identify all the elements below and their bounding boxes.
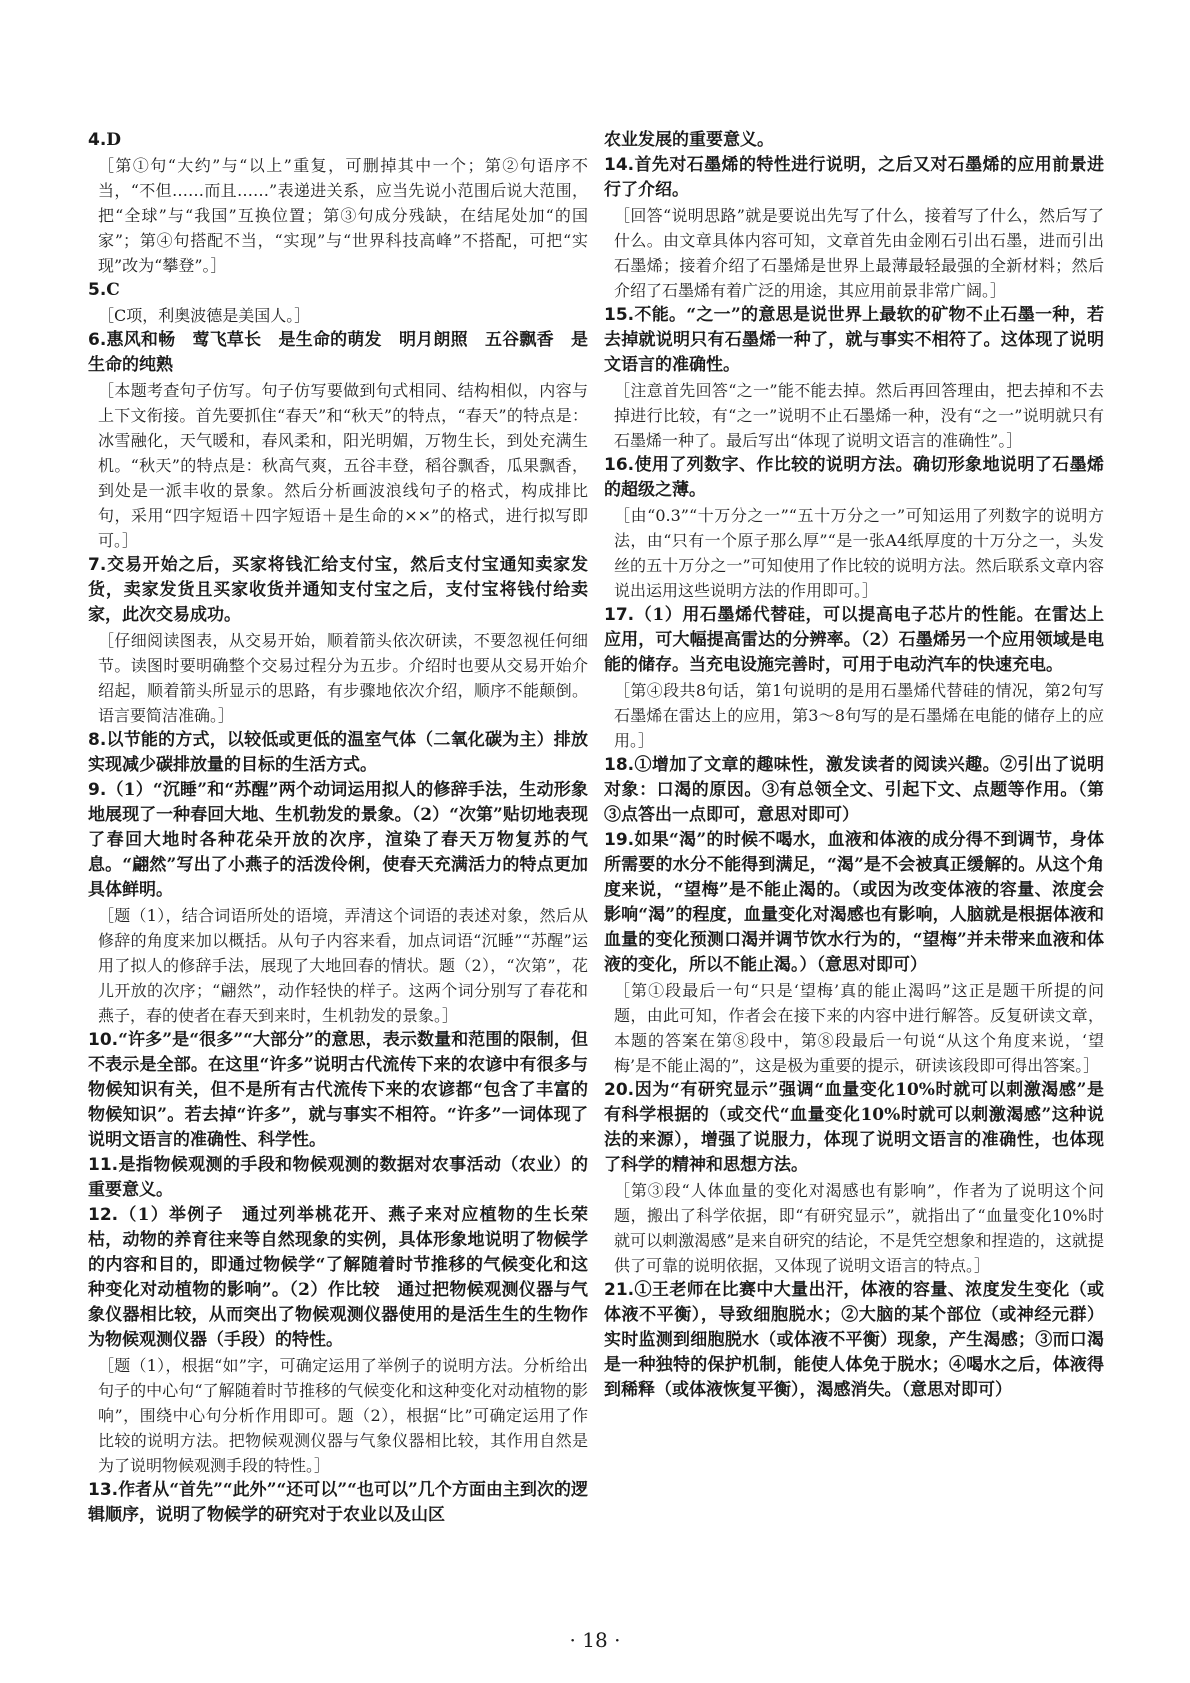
answer-item — [604, 128, 1104, 153]
answer-item — [604, 753, 1104, 828]
answer-text: D — [106, 130, 122, 150]
answer-item — [88, 1203, 588, 1478]
answer-text: 作者从“首先”“此外”“还可以”“也可以”几个方面由主到次的逻辑顺序，说明了物候学的研究对于农业以及山区 — [88, 1480, 588, 1525]
answer-item — [88, 328, 588, 553]
answer-text: 惠风和畅 莺飞草长 是生命的萌发 明月朗照 五谷飘香 是生命的纯熟 — [88, 330, 588, 375]
page-number: · 18 · — [569, 1628, 621, 1652]
question-number: 10. — [88, 1030, 119, 1050]
question-number: 9. — [88, 780, 107, 800]
question-number: 8. — [88, 730, 107, 750]
question-number: 19. — [604, 830, 635, 850]
question-number: 20. — [604, 1080, 635, 1100]
answer-item — [604, 303, 1104, 453]
answer-item — [88, 553, 588, 728]
answer-explanation: ［仔细阅读图表，从交易开始，顺着箭头依次研读，不要忽视任何细节。读图时要明确整个交易过程分为五步。介绍时也要从交易开始介绍起，顺着箭头所显示的思路，有步骤地依次介绍，顺序不能颠倒。语言要简洁准确。］ — [98, 631, 588, 725]
answer-text: 如果“渴”的时候不喝水，血液和体液的成分得不到调节，身体所需要的水分不能得到满足，“渴”是不会被真正缓解的。从这个角度来说，“望梅”是不能止渴的。（或因为改变体液的容量、浓度会影响“渴”的程度，血量变化对渴感也有影响，人脑就是根据体液和血量的变化预测口渴并调节饮水行为的，“望梅”并未带来血液和体液的变化，所以不能止渴。）（意思对即可） — [604, 830, 1104, 975]
question-number: 6. — [88, 330, 107, 350]
answer-item — [88, 728, 588, 778]
answer-text: C — [106, 280, 120, 300]
answer-item — [88, 1028, 588, 1153]
answer-explanation: ［第④段共8句话，第1句说明的是用石墨烯代替硅的情况，第2句写石墨烯在雷达上的应用，第3～8句写的是石墨烯在电能的储存上的应用。］ — [614, 681, 1104, 750]
answer-item — [604, 453, 1104, 603]
answer-explanation: ［本题考查句子仿写。句子仿写要做到句式相同、结构相似，内容与上下文衔接。首先要抓住“春天”和“秋天”的特点，“春天”的特点是：冰雪融化，天气暖和，春风柔和，阳光明媚，万物生长，到处充满生机。“秋天”的特点是：秋高气爽，五谷丰登，稻谷飘香，瓜果飘香，到处是一派丰收的景象。然后分析画波浪线句子的格式，构成排比句，采用“四字短语＋四字短语＋是生命的××”的格式，进行拟写即可。］ — [98, 381, 588, 550]
answer-item — [88, 128, 588, 278]
question-number: 21. — [604, 1280, 635, 1300]
answer-item — [88, 278, 588, 328]
answer-text: （1）举例子 通过列举桃花开、燕子来对应植物的生长荣枯，动物的养育往来等自然现象的实例，具体形象地说明了物候学的内容和目的，即通过物候学“了解随着时节推移的气候变化和这种变化对动植物的影响”。（2）作比较 通过把物候观测仪器与气象仪器相比较，从而突出了物候观测仪器使用的是活生生的生物作为物候观测仪器（手段）的特性。 — [88, 1205, 588, 1350]
question-number: 7. — [88, 555, 107, 575]
answer-text: ①增加了文章的趣味性，激发读者的阅读兴趣。②引出了说明对象：口渴的原因。③有总领全文、引起下文、点题等作用。（第③点答出一点即可，意思对即可） — [604, 755, 1104, 825]
answer-explanation: ［第①句“大约”与“以上”重复，可删掉其中一个；第②句语序不当，“不但……而且……”表递进关系，应当先说小范围后说大范围，把“全球”与“我国”互换位置；第③句成分残缺，在结尾处加“的国家”；第④句搭配不当，“实现”与“世界科技高峰”不搭配，可把“实现”改为“攀登”。］ — [98, 156, 588, 275]
answer-text: 农业发展的重要意义。 — [604, 130, 774, 150]
answer-item — [604, 1278, 1104, 1403]
question-number: 12. — [88, 1205, 119, 1225]
answer-text: 因为“有研究显示”强调“血量变化10%时就可以刺激渴感”是有科学根据的（或交代“血量变化10%时就可以刺激渴感”这种说法的来源），增强了说服力，体现了说明文语言的准确性，也体现了科学的精神和思想方法。 — [604, 1080, 1104, 1175]
right-column — [604, 128, 1104, 1403]
answer-text: 使用了列数字、作比较的说明方法。确切形象地说明了石墨烯的超级之薄。 — [604, 455, 1104, 500]
answer-explanation: ［题（1），结合词语所处的语境，弄清这个词语的表述对象，然后从修辞的角度来加以概括。从句子内容来看，加点词语“沉睡”“苏醒”运用了拟人的修辞手法，展现了大地回春的情状。题（2），“次第”，花儿开放的次序；“翩然”，动作轻快的样子。这两个词分别写了春花和燕子，春的使者在春天到来时，生机勃发的景象。］ — [98, 906, 588, 1025]
question-number: 13. — [88, 1480, 119, 1500]
answer-text: （1）用石墨烯代替硅，可以提高电子芯片的性能。在雷达上应用，可大幅提高雷达的分辨率。（2）石墨烯另一个应用领域是电能的储存。当充电设施完善时，可用于电动汽车的快速充电。 — [604, 605, 1104, 675]
answer-explanation: ［题（1），根据“如”字，可确定运用了举例子的说明方法。分析给出句子的中心句“了解随着时节推移的气候变化和这种变化对动植物的影响”，围绕中心句分析作用即可。题（2），根据“比”可确定运用了作比较的说明方法。把物候观测仪器与气象仪器相比较，其作用自然是为了说明物候观测手段的特性。］ — [98, 1356, 588, 1475]
answer-text: （1）“沉睡”和“苏醒”两个动词运用拟人的修辞手法，生动形象地展现了一种春回大地、生机勃发的景象。（2）“次第”贴切地表现了春回大地时各种花朵开放的次序，渲染了春天万物复苏的气息。“翩然”写出了小燕子的活泼伶俐，使春天充满活力的特点更加具体鲜明。 — [88, 780, 588, 900]
answer-item — [604, 828, 1104, 1078]
left-column — [88, 128, 588, 1528]
answer-item — [88, 1153, 588, 1203]
answer-explanation: ［第③段“人体血量的变化对渴感也有影响”，作者为了说明这个问题，搬出了科学依据，即“有研究显示”，就指出了“血量变化10%时就可以刺激渴感”是来自研究的结论，不是凭空想象和捏造的，这就提供了可靠的说明依据，又体现了说明文语言的特点。］ — [614, 1181, 1104, 1275]
question-number: 4. — [88, 130, 107, 150]
answer-explanation: ［回答“说明思路”就是要说出先写了什么，接着写了什么，然后写了什么。由文章具体内容可知，文章首先由金刚石引出石墨，进而引出石墨烯；接着介绍了石墨烯是世界上最薄最轻最强的全新材料；然后介绍了石墨烯有着广泛的用途，其应用前景非常广阔。］ — [614, 206, 1104, 300]
answer-text: 是指物候观测的手段和物候观测的数据对农事活动（农业）的重要意义。 — [88, 1155, 588, 1200]
answer-item — [88, 778, 588, 1028]
question-number: 16. — [604, 455, 635, 475]
question-number: 14. — [604, 155, 635, 175]
question-number: 17. — [604, 605, 635, 625]
answer-explanation: ［C项，利奥波德是美国人。］ — [98, 306, 311, 325]
answer-text: 首先对石墨烯的特性进行说明，之后又对石墨烯的应用前景进行了介绍。 — [604, 155, 1104, 200]
question-number: 18. — [604, 755, 635, 775]
answer-text: 以节能的方式，以较低或更低的温室气体（二氧化碳为主）排放实现减少碳排放量的目标的生活方式。 — [88, 730, 588, 775]
answer-text: “许多”是“很多”“大部分”的意思，表示数量和范围的限制，但不表示是全部。在这里“许多”说明古代流传下来的农谚中有很多与物候知识有关，但不是所有古代流传下来的农谚都“包含了丰富的物候知识”。若去掉“许多”，就与事实不相符。“许多”一词体现了说明文语言的准确性、科学性。 — [88, 1030, 588, 1150]
answer-explanation: ［第①段最后一句“只是‘望梅’真的能止渴吗”这正是题干所提的问题，由此可知，作者会在接下来的内容中进行解答。反复研读文章，本题的答案在第⑧段中，第⑧段最后一句说“从这个角度来说，‘望梅’是不能止渴的”，这是极为重要的提示，研读该段即可得出答案。］ — [614, 981, 1104, 1075]
answer-text: 不能。“之一”的意思是说世界上最软的矿物不止石墨一种，若去掉就说明只有石墨烯一种了，就与事实不相符了。这体现了说明文语言的准确性。 — [604, 305, 1104, 375]
answer-item — [88, 1478, 588, 1528]
question-number: 5. — [88, 280, 107, 300]
answer-item — [604, 153, 1104, 303]
answer-explanation: ［由“0.3”“十万分之一”“五十万分之一”可知运用了列数字的说明方法，由“只有一个原子那么厚”“是一张A4纸厚度的十万分之一，头发丝的五十万分之一”可知使用了作比较的说明方法。然后联系文章内容说出运用这些说明方法的作用即可。］ — [614, 506, 1104, 600]
question-number: 15. — [604, 305, 635, 325]
answer-explanation: ［注意首先回答“之一”能不能去掉。然后再回答理由，把去掉和不去掉进行比较，有“之一”说明不止石墨烯一种，没有“之一”说明就只有石墨烯一种了。最后写出“体现了说明文语言的准确性”。］ — [614, 381, 1104, 450]
answer-text: 交易开始之后，买家将钱汇给支付宝，然后支付宝通知卖家发货，卖家发货且买家收货并通知支付宝之后，支付宝将钱付给卖家，此次交易成功。 — [88, 555, 588, 625]
answer-item — [604, 603, 1104, 753]
answer-text: ①王老师在比赛中大量出汗，体液的容量、浓度发生变化（或体液不平衡），导致细胞脱水；②大脑的某个部位（或神经元群）实时监测到细胞脱水（或体液不平衡）现象，产生渴感；③而口渴是一种独特的保护机制，能使人体免于脱水；④喝水之后，体液得到稀释（或体液恢复平衡），渴感消失。（意思对即可） — [604, 1280, 1104, 1400]
answer-item — [604, 1078, 1104, 1278]
question-number: 11. — [88, 1155, 119, 1175]
